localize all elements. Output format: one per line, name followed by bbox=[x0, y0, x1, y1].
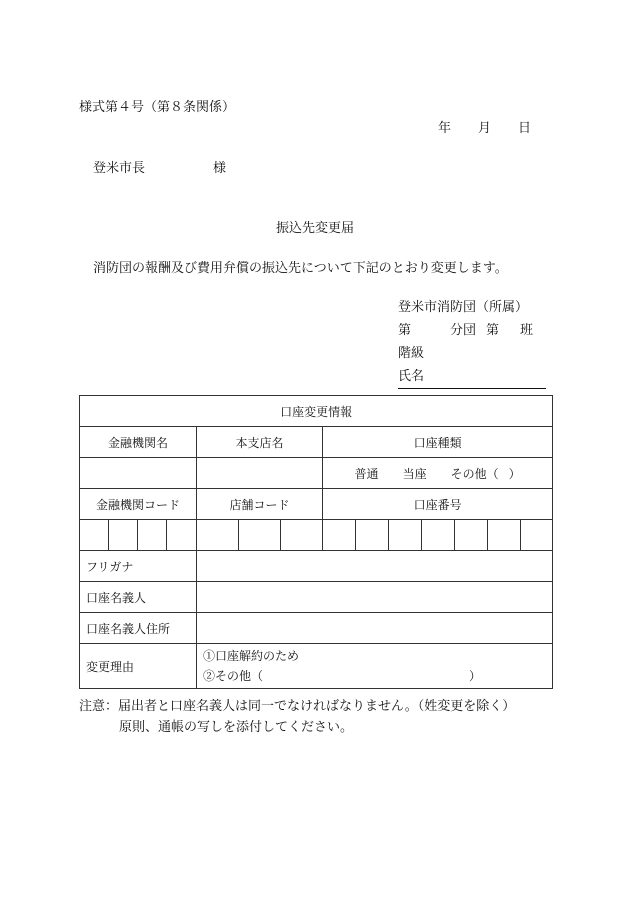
applicant-name-label: 氏名 bbox=[398, 369, 425, 384]
unit-bundan: 分団 bbox=[450, 323, 477, 338]
applicant-name-field[interactable] bbox=[398, 365, 546, 389]
account-type-current[interactable]: 当座 bbox=[402, 466, 427, 481]
date-month-label: 月 bbox=[478, 121, 492, 136]
bank-code-digit-2[interactable] bbox=[109, 520, 138, 551]
branch-name-input[interactable] bbox=[197, 458, 323, 489]
col-branch-name: 本支店名 bbox=[197, 427, 323, 458]
bank-code-digit-1[interactable] bbox=[80, 520, 109, 551]
account-type-options[interactable] bbox=[323, 458, 553, 489]
code-digit-row bbox=[80, 520, 553, 551]
account-change-table bbox=[79, 395, 553, 689]
unit-prefix-2: 第 bbox=[486, 323, 500, 338]
addressee bbox=[93, 157, 226, 176]
body-text: 消防団の報酬及び費用弁償の振込先について下記のとおり変更します。 bbox=[93, 261, 508, 276]
account-type-other-close: ） bbox=[508, 466, 521, 481]
bank-code-digit-3[interactable] bbox=[138, 520, 167, 551]
col-bank-name: 金融機関名 bbox=[80, 427, 197, 458]
applicant-block bbox=[398, 296, 546, 389]
col-account-type: 口座種類 bbox=[323, 427, 553, 458]
furigana-input[interactable] bbox=[197, 551, 553, 582]
reason-option-2[interactable] bbox=[203, 666, 546, 686]
unit-prefix: 第 bbox=[398, 323, 412, 338]
unit-han: 班 bbox=[520, 323, 534, 338]
note-line-1: 注意：届出者と口座名義人は同一でなければなりません。（姓変更を除く） bbox=[79, 699, 516, 714]
account-type-other[interactable]: その他（ bbox=[450, 466, 499, 481]
account-type-ordinary[interactable]: 普通 bbox=[354, 466, 379, 481]
addressee-honorific: 様 bbox=[213, 161, 227, 176]
furigana-label: フリガナ bbox=[80, 551, 197, 582]
account-number-digit-6[interactable] bbox=[488, 520, 521, 551]
date-day-label: 日 bbox=[518, 121, 532, 136]
col-bank-code: 金融機関コード bbox=[80, 489, 197, 520]
reason-option-2-close: ） bbox=[469, 669, 482, 683]
account-number-digit-5[interactable] bbox=[455, 520, 488, 551]
table-header: 口座変更情報 bbox=[80, 396, 553, 427]
reason-label: 変更理由 bbox=[80, 644, 197, 689]
document-title: 振込先変更届 bbox=[275, 221, 354, 236]
holder-address-input[interactable] bbox=[197, 613, 553, 644]
holder-address-label: 口座名義人住所 bbox=[80, 613, 197, 644]
holder-label: 口座名義人 bbox=[80, 582, 197, 613]
notes bbox=[79, 696, 515, 738]
form-number: 様式第４号（第８条関係） bbox=[79, 100, 236, 115]
branch-code-digit-3[interactable] bbox=[281, 520, 323, 551]
applicant-rank: 階級 bbox=[398, 346, 425, 361]
account-number-digit-2[interactable] bbox=[356, 520, 389, 551]
addressee-name: 登米市長 bbox=[93, 161, 146, 176]
applicant-unit bbox=[398, 319, 546, 342]
date-line bbox=[438, 117, 531, 136]
account-number-digit-3[interactable] bbox=[389, 520, 422, 551]
bank-code-digit-4[interactable] bbox=[167, 520, 197, 551]
col-branch-code: 店舗コード bbox=[197, 489, 323, 520]
holder-input[interactable] bbox=[197, 582, 553, 613]
branch-code-digit-2[interactable] bbox=[239, 520, 281, 551]
applicant-affiliation: 登米市消防団（所属） bbox=[398, 300, 529, 315]
branch-code-digit-1[interactable] bbox=[197, 520, 239, 551]
reason-option-1[interactable]: ①口座解約のため bbox=[203, 649, 300, 663]
reason-option-2-label: ②その他（ bbox=[203, 669, 264, 683]
reason-options[interactable] bbox=[197, 644, 553, 689]
date-year-label: 年 bbox=[438, 121, 452, 136]
bank-name-input[interactable] bbox=[80, 458, 197, 489]
note-line-2: 原則、通帳の写しを添付してください。 bbox=[119, 720, 354, 735]
col-account-number: 口座番号 bbox=[323, 489, 553, 520]
account-number-digit-1[interactable] bbox=[323, 520, 356, 551]
account-number-digit-4[interactable] bbox=[422, 520, 455, 551]
account-number-digit-7[interactable] bbox=[521, 520, 553, 551]
